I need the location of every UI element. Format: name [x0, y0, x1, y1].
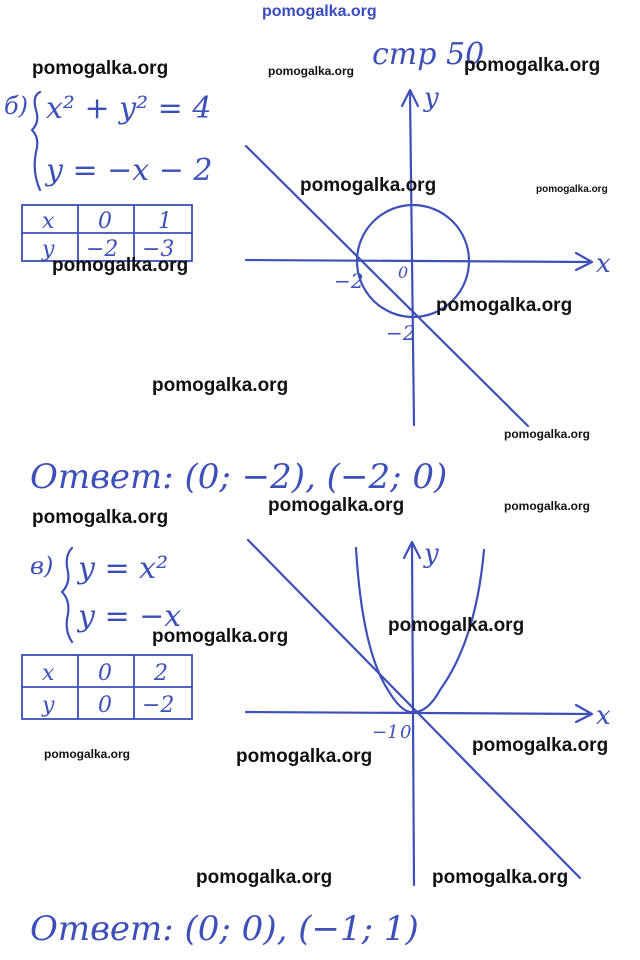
- page-reference: стр 50: [372, 37, 485, 72]
- watermark: pomogalka.org: [52, 255, 189, 276]
- table-v-x-header: x: [42, 661, 55, 686]
- part-v-equation-1: y = x²: [78, 551, 169, 586]
- watermark: pomogalka.org: [152, 375, 289, 396]
- part-b-graph: [246, 83, 611, 426]
- part-v-graph: [246, 539, 611, 885]
- part-b-label: б): [4, 92, 29, 120]
- table-b-x-header: x: [42, 209, 55, 234]
- table-b-y-header: y: [42, 237, 55, 262]
- part-v-label: в): [30, 552, 54, 580]
- part-b-system-brace: [32, 92, 40, 190]
- table-b-y-value-1: −2: [86, 237, 119, 262]
- table-b-x-value-2: 1: [158, 209, 172, 234]
- watermark: pomogalka.org: [44, 747, 131, 761]
- watermark: pomogalka.org: [152, 626, 289, 647]
- table-v-x-value-1: 0: [98, 661, 112, 686]
- watermark: pomogalka.org: [432, 867, 569, 888]
- graph-b-y-axis: [410, 92, 414, 425]
- table-b-x-value-1: 0: [98, 209, 112, 234]
- table-b-y-value-2: −3: [142, 237, 175, 262]
- part-b-answer: Ответ: (0; −2), (−2; 0): [30, 457, 448, 497]
- table-v-y-header: y: [42, 693, 55, 718]
- part-b-equation-1: x² + y² = 4: [46, 91, 212, 126]
- watermark: pomogalka.org: [464, 55, 601, 76]
- table-v-y-value-1: 0: [98, 693, 112, 718]
- part-v-equation-2: y = −x: [78, 599, 182, 634]
- table-v-y-value-2: −2: [142, 693, 175, 718]
- graph-b-y-label: y: [424, 83, 439, 113]
- watermark-top: pomogalka.org: [262, 3, 377, 20]
- watermark: pomogalka.org: [268, 495, 405, 516]
- graph-b-origin-label: 0: [398, 263, 409, 282]
- graph-b-y-mark: −2: [386, 321, 416, 345]
- part-b-value-table: [22, 205, 192, 262]
- watermark: pomogalka.org: [388, 615, 525, 636]
- watermark: pomogalka.org: [32, 507, 169, 528]
- watermark: pomogalka.org: [504, 499, 591, 513]
- part-v-answer: Ответ: (0; 0), (−1; 1): [30, 909, 419, 949]
- graph-v-y-axis: [412, 545, 414, 885]
- graph-b-x-mark: −2: [334, 269, 364, 293]
- watermark: pomogalka.org: [236, 746, 373, 767]
- graph-v-x-label: x: [596, 701, 611, 731]
- watermark: pomogalka.org: [536, 184, 608, 195]
- graph-v-y-label: y: [424, 539, 439, 569]
- watermark: pomogalka.org: [196, 867, 333, 888]
- watermark: pomogalka.org: [504, 427, 591, 441]
- part-v-value-table: [22, 655, 192, 719]
- table-v-x-value-2: 2: [154, 661, 168, 686]
- graph-b-x-label: x: [596, 249, 611, 279]
- watermark: pomogalka.org: [472, 735, 609, 756]
- watermark: pomogalka.org: [436, 295, 573, 316]
- graph-b-x-axis: [246, 260, 590, 262]
- part-b-equation-2: y = −x − 2: [46, 153, 213, 188]
- watermark: pomogalka.org: [268, 64, 355, 78]
- part-v-system-brace: [62, 548, 72, 642]
- graph-v-x-mark: −1: [372, 722, 399, 743]
- graph-v-origin-label: 0: [400, 722, 412, 743]
- watermark: pomogalka.org: [300, 175, 437, 196]
- watermark: pomogalka.org: [32, 58, 169, 79]
